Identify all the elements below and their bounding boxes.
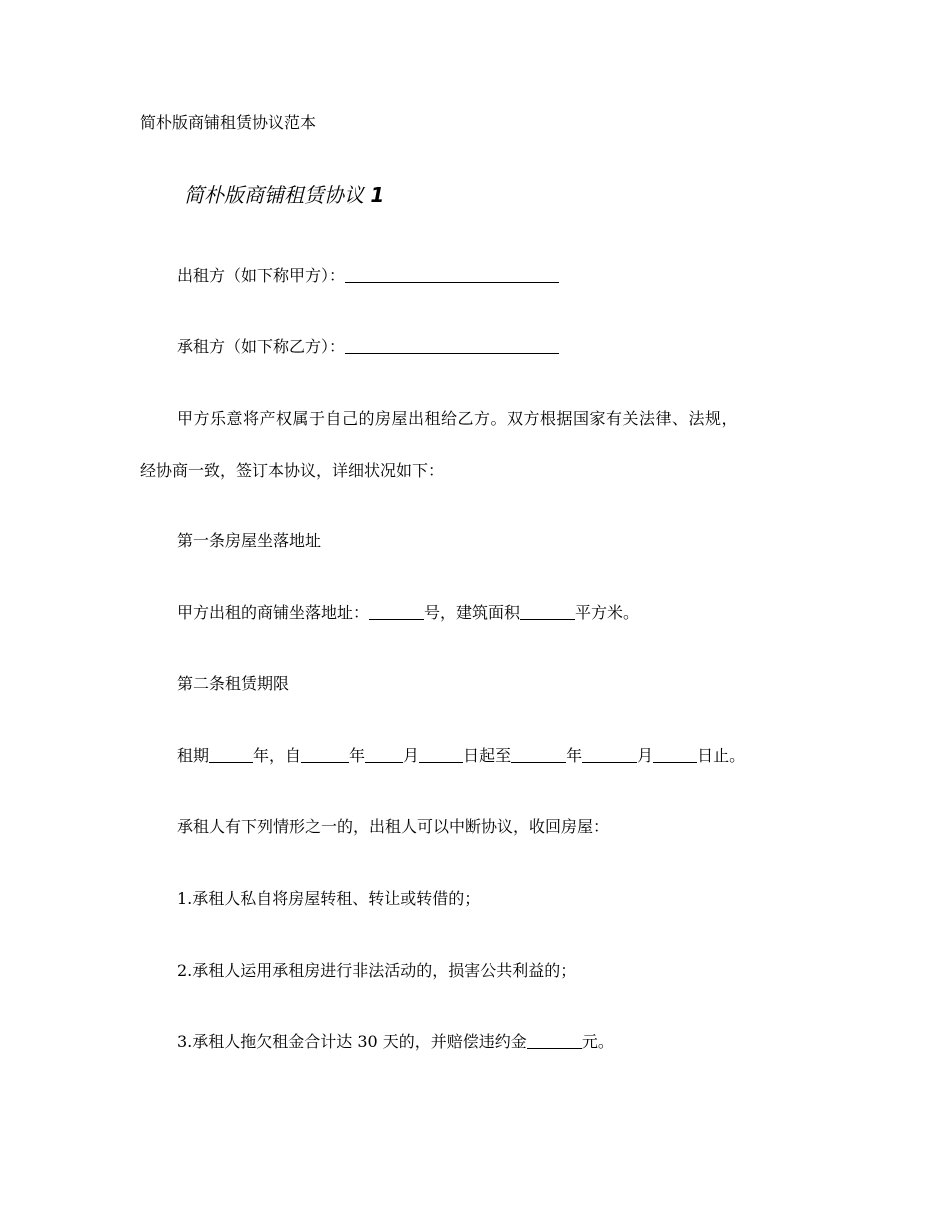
- term-text-5: 日起至: [463, 746, 512, 765]
- article2-title: 第二条租赁期限: [177, 674, 290, 693]
- address-text-1: 甲方出租的商铺坐落地址：: [177, 603, 370, 622]
- agreement-heading-number: 1: [370, 183, 385, 207]
- term-text-7: 月: [637, 746, 654, 765]
- lessor-blank: [345, 266, 559, 283]
- term-text-3: 年: [349, 746, 366, 765]
- end-month-blank: [582, 746, 637, 763]
- address-number-blank: [369, 603, 424, 620]
- start-day-blank: [419, 746, 463, 763]
- end-year-blank: [511, 746, 566, 763]
- address-text-3: 平方米。: [575, 603, 640, 622]
- term-line: [177, 745, 745, 767]
- termination-intro: 承租人有下列情形之一的，出租人可以中断协议，收回房屋：: [177, 817, 610, 836]
- term-text-4: 月: [403, 746, 420, 765]
- address-text-2: 号，建筑面积: [424, 603, 521, 622]
- penalty-blank: [527, 1032, 582, 1049]
- start-year-blank: [301, 746, 349, 763]
- address-line: [177, 602, 639, 624]
- clause-2: 2.承租人运用承租房进行非法活动的，损害公共利益的；: [177, 961, 577, 980]
- clause-3-text-1: 3.承租人拖欠租金合计达 30 天的，并赔偿违约金: [177, 1032, 527, 1051]
- agreement-heading-text: 简朴版商铺租赁协议: [184, 183, 364, 207]
- lessee-label: 承租方（如下称乙方）：: [177, 337, 346, 356]
- article1-title: 第一条房屋坐落地址: [177, 531, 322, 550]
- intro-paragraph-line2: 经协商一致，签订本协议，详细状况如下：: [140, 461, 445, 480]
- term-text-2: 年，自: [253, 746, 302, 765]
- clause-3-text-2: 元。: [581, 1032, 614, 1051]
- lessee-blank: [345, 337, 559, 354]
- lessor-line: [177, 265, 559, 287]
- area-blank: [520, 603, 575, 620]
- intro-paragraph-line1: 甲方乐意将产权属于自己的房屋出租给乙方。双方根据国家有关法律、法规，: [177, 409, 739, 428]
- lessee-line: [177, 336, 559, 358]
- clause-3: [177, 1031, 614, 1053]
- end-day-blank: [653, 746, 697, 763]
- term-text-1: 租期: [177, 746, 210, 765]
- term-text-8: 日止。: [697, 746, 746, 765]
- agreement-heading: [184, 184, 384, 206]
- document-title: 简朴版商铺租赁协议范本: [140, 113, 317, 132]
- lessor-label: 出租方（如下称甲方）：: [177, 266, 346, 285]
- term-years-blank: [209, 746, 253, 763]
- clause-1: 1.承租人私自将房屋转租、转让或转借的；: [177, 889, 481, 908]
- term-text-6: 年: [566, 746, 583, 765]
- start-month-blank: [365, 746, 403, 763]
